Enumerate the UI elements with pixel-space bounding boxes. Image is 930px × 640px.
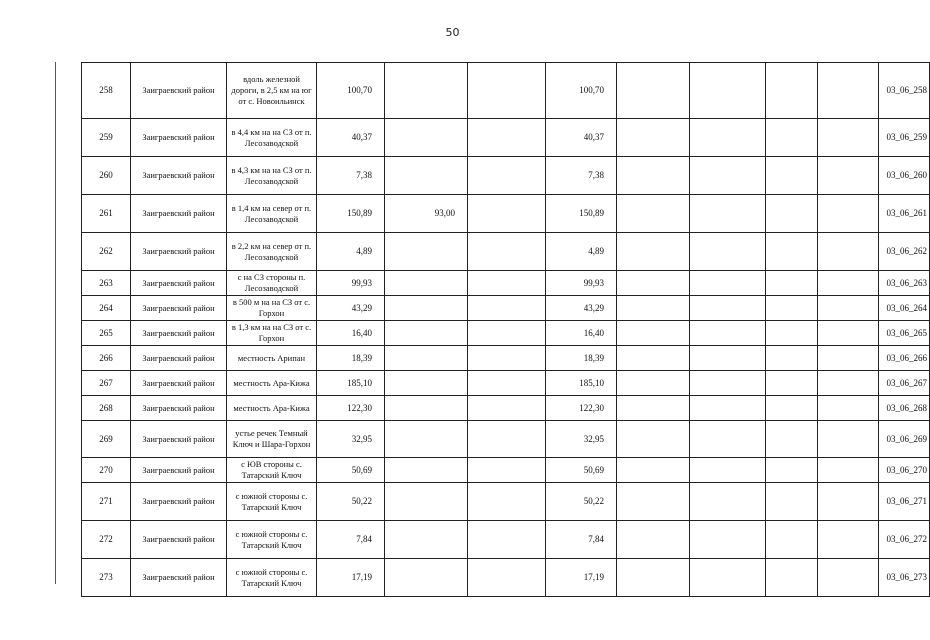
- value-col8-cell: [617, 371, 690, 396]
- table-row: [82, 157, 930, 195]
- value-col11-cell: [818, 296, 879, 321]
- location-cell: местность Ара-Кижа: [227, 396, 317, 421]
- value-col8-cell: [617, 63, 690, 119]
- area-repeat-cell: 7,84: [546, 521, 617, 559]
- area-repeat-cell: 122,30: [546, 396, 617, 421]
- value-col11-cell: [818, 346, 879, 371]
- row-number-cell: 258: [82, 63, 131, 119]
- area-total-cell: 150,89: [317, 195, 385, 233]
- area-total-cell: 32,95: [317, 421, 385, 458]
- value-col10-cell: [766, 346, 818, 371]
- district-cell: Заиграевский район: [131, 396, 227, 421]
- location-cell: местность Ара-Кижа: [227, 371, 317, 396]
- location-cell: устье речек Темный Ключ и Шара-Горхон: [227, 421, 317, 458]
- value-col5-cell: [385, 559, 468, 597]
- object-code-cell: 03_06_263: [879, 271, 930, 296]
- page-number: 50: [445, 26, 460, 39]
- row-number-cell: 269: [82, 421, 131, 458]
- district-cell: Заиграевский район: [131, 521, 227, 559]
- row-number-cell: 263: [82, 271, 131, 296]
- value-col9-cell: [690, 271, 766, 296]
- value-col11-cell: [818, 371, 879, 396]
- value-col6-cell: [468, 119, 546, 157]
- area-total-cell: 4,89: [317, 233, 385, 271]
- value-col10-cell: [766, 321, 818, 346]
- table-row: [82, 396, 930, 421]
- object-code-cell: 03_06_271: [879, 483, 930, 521]
- location-cell: в 1,4 км на север от п. Лесозаводской: [227, 195, 317, 233]
- location-cell: в 2,2 км на север от п. Лесозаводской: [227, 233, 317, 271]
- value-col11-cell: [818, 233, 879, 271]
- value-col11-cell: [818, 195, 879, 233]
- area-repeat-cell: 17,19: [546, 559, 617, 597]
- table-row: [82, 458, 930, 483]
- area-total-cell: 50,69: [317, 458, 385, 483]
- object-code-cell: 03_06_260: [879, 157, 930, 195]
- value-col11-cell: [818, 396, 879, 421]
- value-col5-cell: [385, 396, 468, 421]
- table-row: [82, 346, 930, 371]
- value-col11-cell: [818, 157, 879, 195]
- value-col11-cell: [818, 119, 879, 157]
- value-col11-cell: [818, 521, 879, 559]
- object-code-cell: 03_06_267: [879, 371, 930, 396]
- value-col10-cell: [766, 371, 818, 396]
- area-repeat-cell: 18,39: [546, 346, 617, 371]
- value-col6-cell: [468, 233, 546, 271]
- area-total-cell: 99,93: [317, 271, 385, 296]
- value-col8-cell: [617, 346, 690, 371]
- value-col8-cell: [617, 296, 690, 321]
- object-code-cell: 03_06_272: [879, 521, 930, 559]
- area-repeat-cell: 16,40: [546, 321, 617, 346]
- value-col10-cell: [766, 296, 818, 321]
- value-col8-cell: [617, 119, 690, 157]
- value-col6-cell: [468, 371, 546, 396]
- row-number-cell: 266: [82, 346, 131, 371]
- value-col5-cell: [385, 371, 468, 396]
- value-col9-cell: [690, 233, 766, 271]
- value-col6-cell: [468, 483, 546, 521]
- value-col11-cell: [818, 458, 879, 483]
- row-number-cell: 272: [82, 521, 131, 559]
- value-col6-cell: [468, 346, 546, 371]
- district-cell: Заиграевский район: [131, 233, 227, 271]
- table-row: [82, 63, 930, 119]
- location-cell: в 500 м на на СЗ от с. Горхон: [227, 296, 317, 321]
- area-repeat-cell: 185,10: [546, 371, 617, 396]
- value-col9-cell: [690, 396, 766, 421]
- margin-line: [55, 62, 56, 584]
- area-repeat-cell: 100,70: [546, 63, 617, 119]
- area-total-cell: 43,29: [317, 296, 385, 321]
- value-col8-cell: [617, 458, 690, 483]
- value-col9-cell: [690, 346, 766, 371]
- value-col11-cell: [818, 63, 879, 119]
- row-number-cell: 260: [82, 157, 131, 195]
- value-col9-cell: [690, 321, 766, 346]
- value-col5-cell: [385, 157, 468, 195]
- location-cell: с на СЗ стороны п. Лесозаводской: [227, 271, 317, 296]
- value-col6-cell: [468, 421, 546, 458]
- value-col10-cell: [766, 271, 818, 296]
- row-number-cell: 271: [82, 483, 131, 521]
- value-col10-cell: [766, 521, 818, 559]
- area-repeat-cell: 4,89: [546, 233, 617, 271]
- table-row: [82, 296, 930, 321]
- area-repeat-cell: 32,95: [546, 421, 617, 458]
- row-number-cell: 261: [82, 195, 131, 233]
- location-cell: в 4,3 км на на СЗ от п. Лесозаводской: [227, 157, 317, 195]
- area-repeat-cell: 50,22: [546, 483, 617, 521]
- table-row: [82, 271, 930, 296]
- area-total-cell: 50,22: [317, 483, 385, 521]
- area-repeat-cell: 50,69: [546, 458, 617, 483]
- table-row: [82, 521, 930, 559]
- value-col5-cell: 93,00: [385, 195, 468, 233]
- district-cell: Заиграевский район: [131, 321, 227, 346]
- area-repeat-cell: 99,93: [546, 271, 617, 296]
- area-repeat-cell: 43,29: [546, 296, 617, 321]
- value-col8-cell: [617, 271, 690, 296]
- value-col10-cell: [766, 63, 818, 119]
- district-cell: Заиграевский район: [131, 63, 227, 119]
- value-col5-cell: [385, 521, 468, 559]
- object-code-cell: 03_06_258: [879, 63, 930, 119]
- value-col10-cell: [766, 233, 818, 271]
- district-cell: Заиграевский район: [131, 195, 227, 233]
- value-col6-cell: [468, 396, 546, 421]
- district-cell: Заиграевский район: [131, 296, 227, 321]
- value-col11-cell: [818, 483, 879, 521]
- area-total-cell: 185,10: [317, 371, 385, 396]
- value-col9-cell: [690, 157, 766, 195]
- value-col9-cell: [690, 421, 766, 458]
- value-col5-cell: [385, 321, 468, 346]
- value-col8-cell: [617, 195, 690, 233]
- value-col8-cell: [617, 321, 690, 346]
- area-total-cell: 100,70: [317, 63, 385, 119]
- object-code-cell: 03_06_265: [879, 321, 930, 346]
- value-col9-cell: [690, 63, 766, 119]
- area-total-cell: 7,38: [317, 157, 385, 195]
- area-total-cell: 17,19: [317, 559, 385, 597]
- value-col8-cell: [617, 483, 690, 521]
- value-col6-cell: [468, 559, 546, 597]
- value-col5-cell: [385, 63, 468, 119]
- object-code-cell: 03_06_266: [879, 346, 930, 371]
- row-number-cell: 268: [82, 396, 131, 421]
- value-col9-cell: [690, 483, 766, 521]
- location-cell: в 4,4 км на на СЗ от п. Лесозаводской: [227, 119, 317, 157]
- table-row: [82, 321, 930, 346]
- district-cell: Заиграевский район: [131, 458, 227, 483]
- value-col6-cell: [468, 63, 546, 119]
- district-cell: Заиграевский район: [131, 421, 227, 458]
- table-row: [82, 195, 930, 233]
- district-cell: Заиграевский район: [131, 271, 227, 296]
- district-cell: Заиграевский район: [131, 119, 227, 157]
- object-code-cell: 03_06_269: [879, 421, 930, 458]
- location-cell: с южной стороны с. Татарский Ключ: [227, 521, 317, 559]
- value-col6-cell: [468, 521, 546, 559]
- value-col11-cell: [818, 321, 879, 346]
- value-col5-cell: [385, 296, 468, 321]
- value-col8-cell: [617, 421, 690, 458]
- district-cell: Заиграевский район: [131, 559, 227, 597]
- registry-rows: [82, 63, 930, 597]
- district-cell: Заиграевский район: [131, 371, 227, 396]
- area-total-cell: 122,30: [317, 396, 385, 421]
- table-row: [82, 233, 930, 271]
- district-cell: Заиграевский район: [131, 157, 227, 195]
- value-col10-cell: [766, 195, 818, 233]
- area-repeat-cell: 150,89: [546, 195, 617, 233]
- value-col5-cell: [385, 458, 468, 483]
- value-col10-cell: [766, 559, 818, 597]
- area-total-cell: 7,84: [317, 521, 385, 559]
- table-row: [82, 421, 930, 458]
- value-col5-cell: [385, 483, 468, 521]
- district-cell: Заиграевский район: [131, 483, 227, 521]
- value-col6-cell: [468, 296, 546, 321]
- object-code-cell: 03_06_261: [879, 195, 930, 233]
- object-code-cell: 03_06_262: [879, 233, 930, 271]
- value-col5-cell: [385, 119, 468, 157]
- value-col8-cell: [617, 521, 690, 559]
- value-col11-cell: [818, 271, 879, 296]
- object-code-cell: 03_06_259: [879, 119, 930, 157]
- area-repeat-cell: 40,37: [546, 119, 617, 157]
- value-col8-cell: [617, 396, 690, 421]
- value-col11-cell: [818, 421, 879, 458]
- value-col6-cell: [468, 271, 546, 296]
- value-col8-cell: [617, 233, 690, 271]
- value-col11-cell: [818, 559, 879, 597]
- object-code-cell: 03_06_268: [879, 396, 930, 421]
- value-col5-cell: [385, 271, 468, 296]
- value-col6-cell: [468, 458, 546, 483]
- value-col9-cell: [690, 521, 766, 559]
- row-number-cell: 264: [82, 296, 131, 321]
- location-cell: с южной стороны с. Татарский Ключ: [227, 483, 317, 521]
- table-row: [82, 559, 930, 597]
- area-total-cell: 18,39: [317, 346, 385, 371]
- area-repeat-cell: 7,38: [546, 157, 617, 195]
- registry-table: [81, 62, 930, 597]
- value-col9-cell: [690, 371, 766, 396]
- table-row: [82, 483, 930, 521]
- row-number-cell: 259: [82, 119, 131, 157]
- value-col10-cell: [766, 396, 818, 421]
- value-col5-cell: [385, 421, 468, 458]
- value-col8-cell: [617, 559, 690, 597]
- value-col10-cell: [766, 157, 818, 195]
- row-number-cell: 265: [82, 321, 131, 346]
- value-col10-cell: [766, 119, 818, 157]
- value-col5-cell: [385, 346, 468, 371]
- location-cell: с ЮВ стороны с. Татарский Ключ: [227, 458, 317, 483]
- table-row: [82, 119, 930, 157]
- location-cell: вдоль железной дороги, в 2,5 км на юг от с. Новоильинск: [227, 63, 317, 119]
- location-cell: в 1,3 км на на СЗ от с. Горхон: [227, 321, 317, 346]
- object-code-cell: 03_06_273: [879, 559, 930, 597]
- value-col10-cell: [766, 458, 818, 483]
- row-number-cell: 262: [82, 233, 131, 271]
- value-col10-cell: [766, 483, 818, 521]
- object-code-cell: 03_06_270: [879, 458, 930, 483]
- value-col6-cell: [468, 321, 546, 346]
- value-col9-cell: [690, 296, 766, 321]
- area-total-cell: 16,40: [317, 321, 385, 346]
- value-col9-cell: [690, 458, 766, 483]
- value-col9-cell: [690, 119, 766, 157]
- value-col9-cell: [690, 559, 766, 597]
- value-col9-cell: [690, 195, 766, 233]
- location-cell: местность Арипан: [227, 346, 317, 371]
- row-number-cell: 267: [82, 371, 131, 396]
- value-col6-cell: [468, 157, 546, 195]
- district-cell: Заиграевский район: [131, 346, 227, 371]
- object-code-cell: 03_06_264: [879, 296, 930, 321]
- row-number-cell: 270: [82, 458, 131, 483]
- area-total-cell: 40,37: [317, 119, 385, 157]
- value-col5-cell: [385, 233, 468, 271]
- value-col8-cell: [617, 157, 690, 195]
- table-row: [82, 371, 930, 396]
- location-cell: с южной стороны с. Татарский Ключ: [227, 559, 317, 597]
- row-number-cell: 273: [82, 559, 131, 597]
- value-col10-cell: [766, 421, 818, 458]
- value-col6-cell: [468, 195, 546, 233]
